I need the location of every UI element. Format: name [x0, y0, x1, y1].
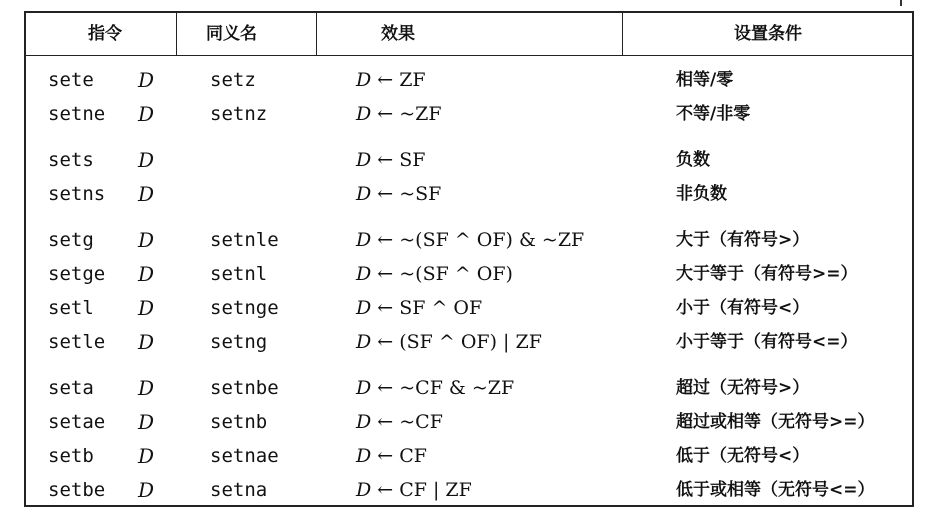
condition-cell: 非负数 [676, 184, 727, 204]
condition-cell: 小于等于（有符号<=） [676, 332, 858, 352]
effect-operand: D [356, 69, 372, 91]
effect-cell [356, 223, 584, 257]
synonym-cell: setnle [210, 229, 279, 251]
operand-cell: D [138, 148, 155, 172]
operand-cell: D [138, 262, 155, 286]
synonym-cell: setnbe [210, 377, 279, 399]
effect-cell [356, 439, 427, 473]
effect-expression: ← ~ZF [371, 103, 442, 125]
corner-mark [900, 0, 902, 6]
condition-cell: 超过或相等（无符号>=） [676, 412, 875, 432]
effect-cell [356, 405, 443, 439]
effect-cell [356, 371, 514, 405]
synonym-cell: setnb [210, 411, 268, 433]
operand-cell: D [138, 182, 155, 206]
header-condition: 设置条件 [734, 24, 802, 44]
effect-cell [356, 291, 482, 325]
condition-cell: 大于（有符号>） [676, 230, 810, 250]
header-divider [176, 13, 177, 56]
operand-cell: D [138, 410, 155, 434]
effect-cell [356, 325, 542, 359]
table-row [26, 371, 912, 405]
effect-expression: ← SF [371, 149, 426, 171]
table-row [26, 177, 912, 211]
set-instructions-table [24, 11, 914, 507]
condition-cell: 负数 [676, 150, 710, 170]
condition-cell: 小于（有符号<） [676, 298, 810, 318]
effect-operand: D [356, 445, 372, 467]
instruction-cell: setb [48, 445, 94, 467]
synonym-cell: setnge [210, 297, 279, 319]
table-row [26, 97, 912, 131]
effect-operand: D [356, 229, 372, 251]
instruction-cell: sets [48, 149, 94, 171]
effect-cell [356, 257, 513, 291]
effect-expression: ← ~CF & ~ZF [371, 377, 515, 399]
effect-expression: ← CF | ZF [371, 479, 472, 501]
table-header [26, 13, 912, 56]
instruction-cell: seta [48, 377, 94, 399]
effect-cell [356, 97, 442, 131]
effect-operand: D [356, 331, 372, 353]
instruction-cell: setae [48, 411, 106, 433]
table-row [26, 291, 912, 325]
header-instruction: 指令 [88, 24, 122, 44]
table-row [26, 473, 912, 507]
table-row [26, 143, 912, 177]
synonym-cell: setnl [210, 263, 268, 285]
effect-cell [356, 143, 425, 177]
effect-expression: ← ~CF [371, 411, 443, 433]
effect-operand: D [356, 479, 372, 501]
effect-expression: ← ~(SF ^ OF) [371, 263, 513, 285]
operand-cell: D [138, 68, 155, 92]
instruction-cell: setns [48, 183, 106, 205]
condition-cell: 超过（无符号>） [676, 378, 810, 398]
effect-operand: D [356, 411, 372, 433]
header-divider [622, 13, 623, 56]
effect-expression: ← ~(SF ^ OF) & ~ZF [371, 229, 585, 251]
effect-operand: D [356, 297, 372, 319]
instruction-cell: setg [48, 229, 94, 251]
table-row [26, 63, 912, 97]
instruction-cell: setle [48, 331, 106, 353]
condition-cell: 相等/零 [676, 70, 734, 90]
effect-operand: D [356, 263, 372, 285]
effect-operand: D [356, 377, 372, 399]
effect-expression: ← ZF [371, 69, 426, 91]
synonym-cell: setng [210, 331, 268, 353]
table-row [26, 325, 912, 359]
operand-cell: D [138, 296, 155, 320]
synonym-cell: setz [210, 69, 256, 91]
header-divider [316, 13, 317, 56]
operand-cell: D [138, 102, 155, 126]
table-row [26, 257, 912, 291]
instruction-cell: setbe [48, 479, 106, 501]
operand-cell: D [138, 478, 155, 502]
synonym-cell: setna [210, 479, 268, 501]
condition-cell: 低于或相等（无符号<=） [676, 480, 875, 500]
synonym-cell: setnz [210, 103, 268, 125]
synonym-cell: setnae [210, 445, 279, 467]
operand-cell: D [138, 376, 155, 400]
effect-expression: ← SF ^ OF [371, 297, 483, 319]
operand-cell: D [138, 330, 155, 354]
header-effect: 效果 [381, 24, 415, 44]
instruction-cell: setne [48, 103, 106, 125]
effect-expression: ← CF [371, 445, 427, 467]
operand-cell: D [138, 228, 155, 252]
instruction-cell: sete [48, 69, 94, 91]
effect-expression: ← ~SF [371, 183, 442, 205]
effect-operand: D [356, 183, 372, 205]
table-row [26, 439, 912, 473]
table-row [26, 405, 912, 439]
condition-cell: 不等/非零 [676, 104, 751, 124]
effect-operand: D [356, 103, 372, 125]
condition-cell: 低于（无符号<） [676, 446, 810, 466]
instruction-cell: setl [48, 297, 94, 319]
effect-cell [356, 63, 426, 97]
instruction-cell: setge [48, 263, 106, 285]
table-row [26, 223, 912, 257]
effect-cell [356, 473, 472, 507]
condition-cell: 大于等于（有符号>=） [676, 264, 858, 284]
effect-cell [356, 177, 441, 211]
effect-operand: D [356, 149, 372, 171]
effect-expression: ← (SF ^ OF) | ZF [371, 331, 542, 353]
operand-cell: D [138, 444, 155, 468]
header-synonym: 同义名 [206, 24, 257, 44]
